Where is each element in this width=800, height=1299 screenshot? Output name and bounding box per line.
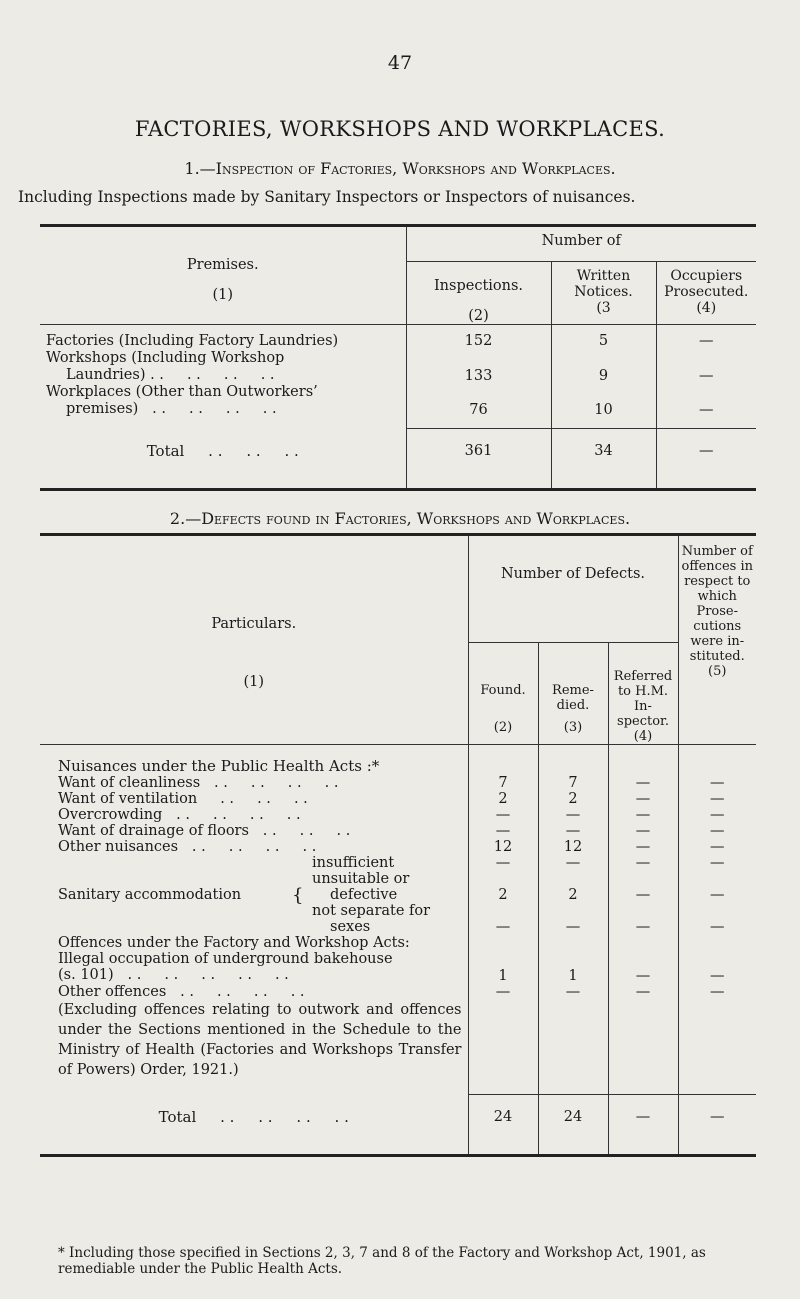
cell-found: — bbox=[468, 807, 538, 823]
section1-note: Including Inspections made by Sanitary Inspectors or Inspectors of nuisances. bbox=[18, 188, 636, 206]
table-row bbox=[40, 984, 756, 1000]
table-row bbox=[40, 919, 756, 935]
footnote: * Including those specified in Sections 2, 3, 7 and 8 of the Factory and Workshop Act, 1901, as remediable under the Public Health Acts. bbox=[58, 1245, 706, 1277]
cell-prosecutions: — bbox=[678, 919, 756, 935]
table1-total-label: Total . . . . . . bbox=[146, 442, 299, 460]
page-title: FACTORIES, WORKSHOPS AND WORKPLACES. bbox=[134, 117, 666, 141]
cell-remedied: — bbox=[538, 823, 608, 839]
cell-found: 1 bbox=[468, 951, 538, 984]
table-row bbox=[40, 775, 756, 791]
brace-icon: { bbox=[292, 885, 304, 906]
cell-prosecutions: — bbox=[678, 807, 756, 823]
cell-remedied: — bbox=[538, 807, 608, 823]
col-found-header: Found. bbox=[480, 683, 526, 698]
sanitary-sub-label: defective bbox=[330, 887, 398, 903]
cell-prosecutions: — bbox=[678, 855, 756, 871]
cell-referred: — bbox=[608, 951, 678, 984]
cell-prosecutions: — bbox=[678, 951, 756, 984]
table-row bbox=[40, 903, 756, 919]
cell-prosecutions: — bbox=[678, 823, 756, 839]
cell-referred: — bbox=[608, 855, 678, 871]
row-label: Want of cleanliness . . . . . . . . bbox=[58, 775, 339, 791]
cell-prosecutions: — bbox=[678, 887, 756, 903]
cell-remedied: 7 bbox=[538, 775, 608, 791]
cell-found: — bbox=[468, 855, 538, 871]
cell-referred: — bbox=[608, 791, 678, 807]
table1-total-prosecuted: — bbox=[656, 428, 756, 490]
page-number: 47 bbox=[387, 52, 413, 74]
sanitary-accommodation-label: Sanitary accommodation bbox=[58, 887, 242, 903]
section2-heading: 2.—Defects found in Factories, Workshops and Workplaces. bbox=[169, 509, 631, 528]
row-workplaces-inspections: 76 bbox=[406, 384, 551, 428]
sanitary-sub-label: not separate for bbox=[312, 903, 431, 919]
table1-total-notices: 34 bbox=[551, 428, 656, 490]
defects-header: Number of Defects. bbox=[468, 535, 678, 643]
premises-col-num: (1) bbox=[212, 287, 234, 303]
sanitary-sub-label: insufficient bbox=[312, 855, 395, 871]
cell-referred: — bbox=[608, 839, 678, 855]
illegal-occupation-label-cont: (s. 101) . . . . . . . . . . bbox=[58, 967, 289, 983]
table-row bbox=[40, 871, 756, 887]
cell-prosecutions: — bbox=[678, 775, 756, 791]
row-label: Overcrowding . . . . . . . . bbox=[58, 807, 301, 823]
row-label: Want of drainage of floors . . . . . . bbox=[58, 823, 351, 839]
col-found-num: (2) bbox=[493, 720, 513, 735]
cell-remedied: 1 bbox=[538, 951, 608, 984]
row-workplaces-label: Workplaces (Other than Outworkers’ bbox=[46, 384, 318, 400]
table-row bbox=[40, 791, 756, 807]
row-factories-inspections: 152 bbox=[406, 325, 551, 351]
row-workshops-notices: 9 bbox=[551, 350, 656, 384]
row-factories-prosecuted: — bbox=[656, 325, 756, 351]
offences-heading: Offences under the Factory and Workshop Acts: bbox=[58, 935, 410, 951]
cell-referred: — bbox=[608, 775, 678, 791]
row-workshops-label: Workshops (Including Workshop bbox=[46, 350, 285, 366]
col-offences-num: (5) bbox=[708, 664, 727, 679]
section1-heading: 1.—Inspection of Factories, Workshops and Workplaces. bbox=[184, 159, 616, 178]
col-referred-num: (4) bbox=[633, 729, 653, 744]
premises-header: Premises. bbox=[186, 257, 259, 273]
row-factories-notices: 5 bbox=[551, 325, 656, 351]
col-remedied-num: (3) bbox=[563, 720, 583, 735]
number-of-header: Number of bbox=[406, 226, 756, 262]
row-workshops-label-cont: Laundries) . . . . . . . . bbox=[66, 367, 275, 383]
cell-remedied: — bbox=[538, 919, 608, 935]
cell-referred: — bbox=[608, 807, 678, 823]
col-inspections-num: (2) bbox=[468, 308, 489, 324]
table-row bbox=[40, 807, 756, 823]
col-inspections-header: Inspections. bbox=[433, 278, 524, 294]
sanitary-sub-label: sexes bbox=[330, 919, 371, 935]
table2-total-label: Total . . . . . . . . bbox=[158, 1108, 349, 1126]
excluding-note: (Excluding offences relating to outwork and offences under the Sections mentioned in the Schedule to the Ministry of Health (Factories and Workshops Transfer of Powers) Order, 1921.) bbox=[58, 1002, 462, 1078]
cell-referred: — bbox=[608, 823, 678, 839]
other-offences-label: Other offences . . . . . . . . bbox=[58, 984, 305, 1000]
table-row bbox=[40, 855, 756, 871]
cell-remedied: 2 bbox=[538, 791, 608, 807]
table2-total-remedied: 24 bbox=[538, 1094, 608, 1156]
cell-referred: — bbox=[608, 984, 678, 1000]
table2-total-referred: — bbox=[608, 1094, 678, 1156]
particulars-header: Particulars. bbox=[211, 616, 297, 632]
cell-found: — bbox=[468, 919, 538, 935]
table-row bbox=[40, 951, 756, 984]
cell-remedied: 2 bbox=[538, 887, 608, 903]
col-written-header: Written Notices. bbox=[574, 268, 633, 300]
cell-found: 7 bbox=[468, 775, 538, 791]
cell-prosecutions: — bbox=[678, 839, 756, 855]
table2-total-found: 24 bbox=[468, 1094, 538, 1156]
row-workshops-prosecuted: — bbox=[656, 350, 756, 384]
table1-total-inspections: 361 bbox=[406, 428, 551, 490]
row-workplaces-label-cont: premises) . . . . . . . . bbox=[66, 401, 277, 417]
illegal-occupation-label: Illegal occupation of underground bakehouse bbox=[58, 951, 393, 967]
row-label: Other nuisances . . . . . . . . bbox=[58, 839, 317, 855]
cell-found: 12 bbox=[468, 839, 538, 855]
cell-remedied: — bbox=[538, 984, 608, 1000]
cell-prosecutions: — bbox=[678, 984, 756, 1000]
row-workplaces-notices: 10 bbox=[551, 384, 656, 428]
inspections-table bbox=[40, 224, 756, 491]
row-workshops-inspections: 133 bbox=[406, 350, 551, 384]
cell-remedied: 12 bbox=[538, 839, 608, 855]
sanitary-sub-label: unsuitable or bbox=[312, 871, 410, 887]
col-referred-header: Referred to H.M. In- spector. bbox=[613, 669, 673, 729]
row-workplaces-prosecuted: — bbox=[656, 384, 756, 428]
col-remedied-header: Reme- died. bbox=[552, 683, 594, 713]
cell-found: 2 bbox=[468, 791, 538, 807]
row-factories-label: Factories (Including Factory Laundries) bbox=[46, 333, 339, 349]
col-written-num: (3 bbox=[596, 300, 611, 316]
cell-prosecutions: — bbox=[678, 791, 756, 807]
nuisances-heading: Nuisances under the Public Health Acts :* bbox=[40, 745, 468, 776]
defects-table bbox=[40, 533, 756, 1157]
col-offences-header: Number of offences in respect to which Prose- cutions were in- stituted. bbox=[681, 544, 753, 664]
table-row bbox=[40, 887, 756, 903]
row-label: Want of ventilation . . . . . . bbox=[58, 791, 308, 807]
cell-found: — bbox=[468, 984, 538, 1000]
cell-remedied: — bbox=[538, 855, 608, 871]
table2-total-prosecutions: — bbox=[678, 1094, 756, 1156]
cell-referred: — bbox=[608, 919, 678, 935]
col-occupiers-num: (4) bbox=[696, 300, 717, 316]
cell-found: 2 bbox=[468, 887, 538, 903]
cell-found: — bbox=[468, 823, 538, 839]
particulars-col-num: (1) bbox=[243, 674, 265, 690]
table-row bbox=[40, 839, 756, 855]
table-row bbox=[40, 823, 756, 839]
col-occupiers-header: Occupiers Prosecuted. bbox=[664, 268, 749, 300]
cell-referred: — bbox=[608, 887, 678, 903]
